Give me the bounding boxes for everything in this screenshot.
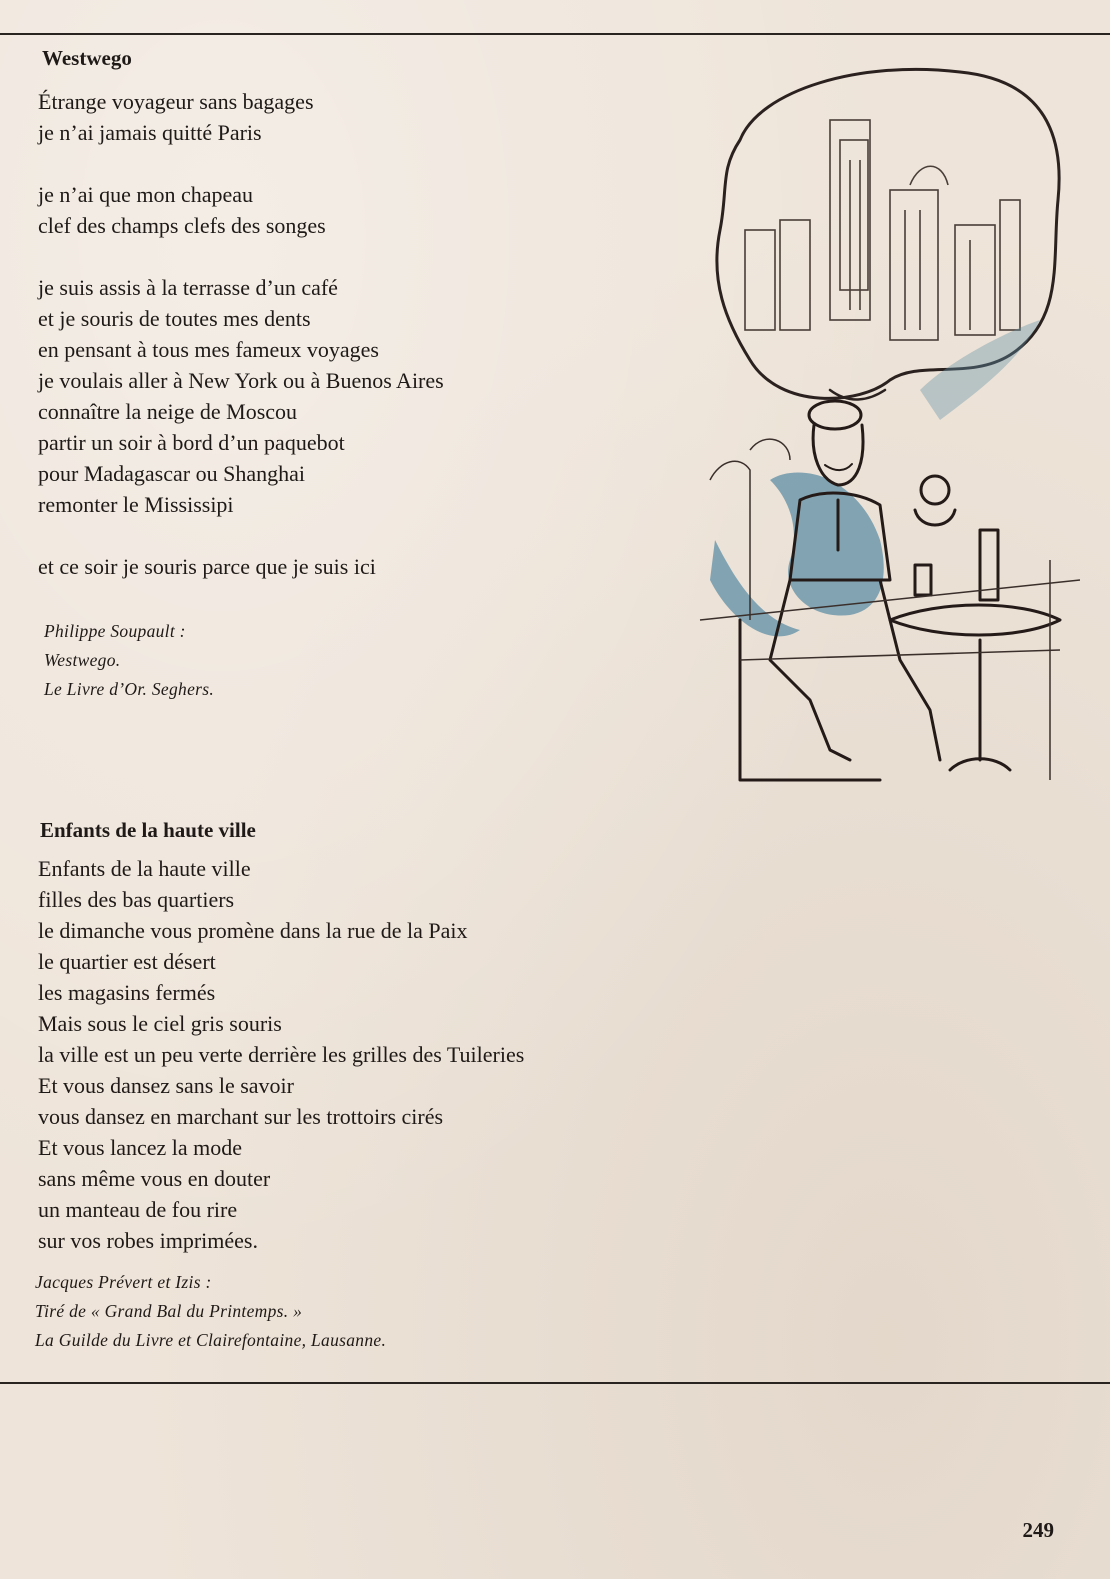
verse-line: le dimanche vous promène dans la rue de la Paix [38, 918, 468, 943]
verse-line: je n’ai que mon chapeau [38, 182, 254, 207]
credit-publisher: Le Livre d’Or. Seghers. [44, 679, 215, 699]
poem-enfants-verse [38, 853, 524, 1256]
verse-line: connaître la neige de Moscou [38, 399, 298, 424]
verse-line: remonter le Mississipi [38, 492, 234, 517]
poem-title-enfants: Enfants de la haute ville [40, 818, 256, 842]
verse-line: filles des bas quartiers [38, 887, 235, 912]
verse-line: un manteau de fou rire [38, 1197, 238, 1222]
verse-line: je suis assis à la terrasse d’un café [38, 275, 338, 300]
poem-westwego-credit [44, 617, 214, 704]
verse-line: partir un soir à bord d’un paquebot [38, 430, 345, 455]
verse-line: Enfants de la haute ville [38, 856, 251, 881]
verse-line: sur vos robes imprimées. [38, 1228, 258, 1253]
verse-line: vous dansez en marchant sur les trottoirs cirés [38, 1104, 444, 1129]
verse-line: clef des champs clefs des songes [38, 213, 326, 238]
page-number: 249 [1022, 1518, 1054, 1542]
verse-line: Mais sous le ciel gris souris [38, 1011, 282, 1036]
verse-line: en pensant à tous mes fameux voyages [38, 337, 379, 362]
credit-author: Philippe Soupault : [44, 621, 186, 641]
bottom-rule [0, 1382, 1110, 1384]
verse-line: le quartier est désert [38, 949, 216, 974]
verse-line: je n’ai jamais quitté Paris [38, 120, 262, 145]
credit-publisher: La Guilde du Livre et Clairefontaine, Lausanne. [35, 1330, 387, 1350]
credit-work: Tiré de « Grand Bal du Printemps. » [35, 1301, 303, 1321]
verse-line: les magasins fermés [38, 980, 216, 1005]
credit-work: Westwego. [44, 650, 121, 670]
verse-line: Étrange voyageur sans bagages [38, 89, 314, 114]
credit-author: Jacques Prévert et Izis : [35, 1272, 212, 1292]
verse-line: pour Madagascar ou Shanghai [38, 461, 305, 486]
poem-title-westwego: Westwego [42, 46, 132, 70]
poem-westwego-verse [38, 86, 444, 582]
verse-line: et ce soir je souris parce que je suis ici [38, 554, 376, 579]
verse-line: Et vous lancez la mode [38, 1135, 243, 1160]
cafe-daydream-sketch-icon [680, 60, 1080, 800]
verse-line: la ville est un peu verte derrière les grilles des Tuileries [38, 1042, 525, 1067]
verse-line: je voulais aller à New York ou à Buenos Aires [38, 368, 444, 393]
top-rule [0, 33, 1110, 35]
poem-enfants-credit [35, 1268, 386, 1355]
verse-line: sans même vous en douter [38, 1166, 271, 1191]
verse-line: Et vous dansez sans le savoir [38, 1073, 294, 1098]
verse-line: et je souris de toutes mes dents [38, 306, 311, 331]
